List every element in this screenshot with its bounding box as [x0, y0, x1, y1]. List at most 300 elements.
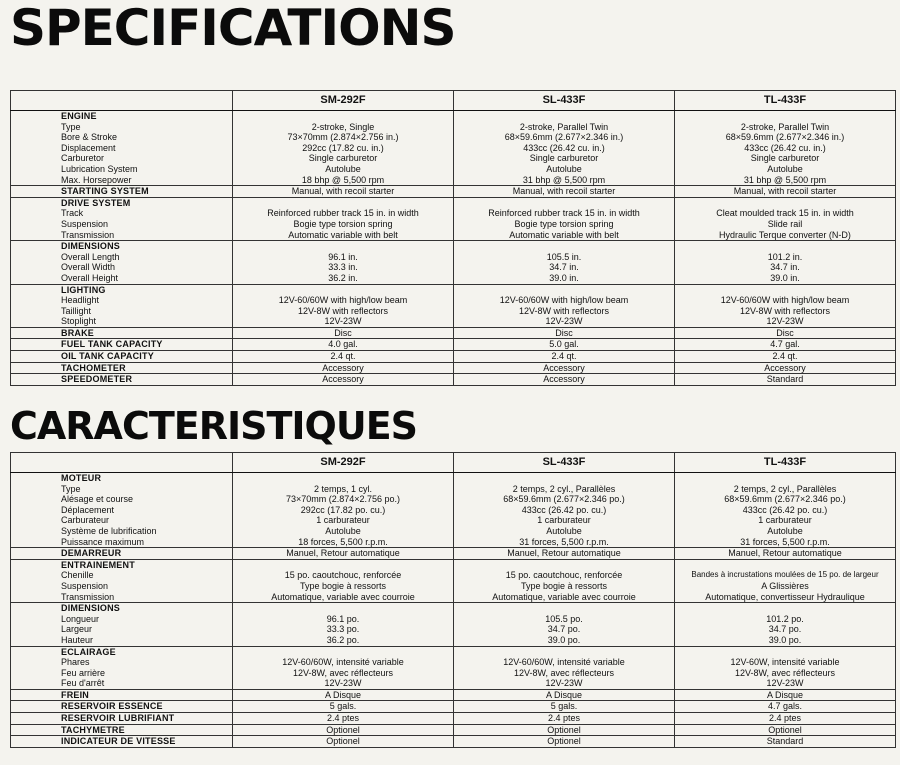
spec-value: 12V-8W, avec réflecteurs	[734, 667, 836, 678]
spec-row	[11, 689, 896, 701]
spec-value: 2.4 ptes	[768, 713, 802, 724]
spec-value: Cleat moulded track 15 in. in width	[716, 208, 854, 219]
spec-value	[679, 198, 891, 209]
spec-label: Bore & Stroke	[61, 132, 118, 143]
spec-value	[458, 198, 670, 209]
spec-value-cell	[233, 111, 454, 186]
spec-value: Disc	[555, 327, 573, 338]
spec-value: A Disque	[324, 689, 362, 700]
spec-value: 34.7 po.	[768, 624, 802, 635]
spec-label-cell	[11, 701, 233, 713]
spec-value: Optionel	[768, 724, 802, 735]
spec-row	[11, 339, 896, 351]
spec-label-cell	[11, 374, 233, 386]
spec-value-cell	[675, 646, 896, 689]
spec-value	[237, 285, 449, 296]
spec-value: 2.4 ptes	[326, 713, 360, 724]
spec-value: Autolube	[546, 525, 582, 536]
spec-label-cell	[11, 559, 233, 602]
spec-value: Bandes à incrustations moulées de 15 po. de largeur	[691, 570, 879, 580]
spec-value	[458, 285, 670, 296]
caracteristiques-table	[10, 452, 896, 748]
spec-value-cell	[233, 351, 454, 363]
spec-value	[679, 560, 891, 571]
section-heading: INDICATEUR DE VITESSE	[61, 736, 176, 747]
spec-label: Carburetor	[61, 153, 105, 164]
spec-value-cell	[675, 548, 896, 560]
spec-value: 433cc (26.42 cu. in.)	[523, 142, 605, 153]
spec-value: 2-stroke, Parallel Twin	[740, 121, 830, 132]
spec-value: Manuel, Retour automatique	[507, 548, 621, 559]
spec-value: Automatic variable with belt	[288, 229, 398, 240]
spec-value-cell	[675, 241, 896, 284]
spec-value: 31 forces, 5,500 r.p.m.	[740, 536, 830, 547]
spec-value: Automatique, variable avec courroie	[492, 591, 636, 602]
spec-value: 15 po. caoutchouc, renforcée	[284, 570, 402, 581]
spec-value: Standard	[766, 736, 804, 747]
section-heading: TACHYMETRE	[61, 724, 125, 735]
spec-label-cell	[11, 603, 233, 646]
header-empty-cell	[11, 91, 233, 111]
spec-label: Longueur	[61, 613, 100, 624]
spec-value: 39.0 po.	[547, 634, 581, 645]
spec-label: Chenille	[61, 570, 94, 581]
spec-label-cell	[11, 548, 233, 560]
spec-value: 12V-60/60W, intensité variable	[503, 657, 625, 668]
spec-value	[237, 111, 449, 122]
section-heading: ENGINE	[61, 111, 97, 121]
spec-value: Optionel	[326, 736, 360, 747]
spec-value-cell	[675, 362, 896, 374]
spec-value-cell	[675, 559, 896, 602]
spec-label: Puissance maximum	[61, 536, 145, 547]
spec-value-cell	[454, 713, 675, 725]
spec-value: 15 po. caoutchouc, renforcée	[505, 570, 623, 581]
spec-value-cell	[454, 284, 675, 327]
spec-label: Overall Height	[61, 272, 119, 283]
section-heading: DEMARREUR	[61, 548, 122, 559]
spec-value-cell	[454, 689, 675, 701]
spec-value-cell	[454, 736, 675, 748]
spec-value	[458, 647, 670, 658]
spec-label: Feu arrière	[61, 667, 106, 678]
spec-label: Type	[61, 121, 81, 132]
spec-value: 1 carburateur	[316, 515, 370, 526]
spec-value: Accessory	[543, 374, 585, 385]
spec-value: Manuel, Retour automatique	[286, 548, 400, 559]
section-heading: RESERVOIR ESSENCE	[61, 701, 163, 712]
spec-row	[11, 197, 896, 240]
spec-value: Hydraulic Terque converter (N-D)	[719, 229, 851, 240]
spec-row	[11, 603, 896, 646]
spec-value: Reinforced rubber track 15 in. in width	[488, 208, 640, 219]
header-row	[11, 91, 896, 111]
spec-value: 101.2 po.	[766, 613, 804, 624]
model-header: SL-433F	[454, 91, 675, 111]
spec-value	[458, 603, 670, 614]
spec-label: Système de lubrification	[61, 525, 157, 536]
spec-value: 68×59.6mm (2.677×2.346 po.)	[724, 494, 846, 505]
section-heading: LIGHTING	[61, 284, 106, 295]
spec-value: 73×70mm (2.874×2.756 po.)	[285, 494, 401, 505]
spec-value: 12V-8W with reflectors	[518, 305, 610, 316]
header-empty-cell	[11, 453, 233, 473]
specifications-table	[10, 90, 896, 386]
spec-label-cell	[11, 284, 233, 327]
spec-value: Disc	[334, 327, 352, 338]
spec-value: A Glissières	[761, 580, 809, 591]
section-heading: FREIN	[61, 689, 89, 700]
spec-value: Reinforced rubber track 15 in. in width	[267, 208, 419, 219]
spec-value: 12V-60/60W with high/low beam	[278, 295, 408, 306]
spec-value: 105.5 po.	[545, 613, 583, 624]
spec-label-cell	[11, 197, 233, 240]
spec-row	[11, 473, 896, 548]
spec-row	[11, 713, 896, 725]
spec-label: Overall Length	[61, 251, 120, 262]
spec-row	[11, 548, 896, 560]
spec-label: Max. Horsepower	[61, 174, 132, 185]
spec-value: 73×70mm (2.874×2.756 in.)	[287, 132, 399, 143]
spec-label: Suspension	[61, 580, 109, 591]
spec-value-cell	[233, 241, 454, 284]
spec-value: 433cc (26.42 po. cu.)	[742, 504, 828, 515]
section-heading: DRIVE SYSTEM	[61, 197, 131, 208]
spec-label: Stoplight	[61, 316, 97, 327]
spec-value-cell	[233, 284, 454, 327]
spec-value: 96.1 in.	[328, 251, 358, 262]
spec-value: 12V-60/60W with high/low beam	[720, 295, 850, 306]
spec-value: 68×59.6mm (2.677×2.346 po.)	[503, 494, 625, 505]
spec-row	[11, 374, 896, 386]
spec-value-cell	[233, 197, 454, 240]
spec-value: Single carburetor	[529, 153, 599, 164]
spec-label-cell	[11, 724, 233, 736]
spec-value: Accessory	[322, 374, 364, 385]
spec-value: Accessory	[322, 362, 364, 373]
spec-value: 433cc (26.42 cu. in.)	[744, 142, 826, 153]
spec-value-cell	[675, 736, 896, 748]
spec-value: 12V-23W	[324, 678, 362, 689]
spec-value-cell	[233, 713, 454, 725]
spec-label: Transmission	[61, 229, 115, 240]
spec-value: 2.4 ptes	[547, 713, 581, 724]
spec-value: 36.2 in.	[328, 272, 358, 283]
spec-row	[11, 362, 896, 374]
section-heading: RESERVOIR LUBRIFIANT	[61, 713, 175, 724]
spec-value: 33.3 in.	[328, 262, 358, 273]
spec-row	[11, 559, 896, 602]
spec-label-cell	[11, 736, 233, 748]
spec-value: 292cc (17.82 cu. in.)	[302, 142, 384, 153]
spec-value: A Disque	[545, 689, 583, 700]
spec-value-cell	[454, 197, 675, 240]
spec-value: 2 temps, 1 cyl.	[313, 483, 373, 494]
spec-value-cell	[675, 724, 896, 736]
spec-value: Autolube	[767, 163, 803, 174]
spec-value-cell	[233, 724, 454, 736]
spec-value: Accessory	[764, 362, 806, 373]
spec-label: Alésage et course	[61, 494, 134, 505]
spec-value: Type bogie à ressorts	[299, 580, 387, 591]
spec-value: Bogie type torsion spring	[514, 218, 614, 229]
spec-value: 2 temps, 2 cyl., Parallèles	[512, 483, 616, 494]
spec-value	[679, 603, 891, 614]
spec-value-cell	[675, 327, 896, 339]
spec-value: 4.0 gal.	[328, 339, 358, 350]
section-heading: OIL TANK CAPACITY	[61, 351, 154, 362]
spec-value: 5 gals.	[329, 701, 357, 712]
spec-value-cell	[233, 327, 454, 339]
spec-value: 5 gals.	[550, 701, 578, 712]
spec-value: Autolube	[325, 525, 361, 536]
section-heading: TACHOMETER	[61, 362, 126, 373]
spec-value: Autolube	[546, 163, 582, 174]
spec-value: Autolube	[325, 163, 361, 174]
spec-row	[11, 111, 896, 186]
section-heading: SPEEDOMETER	[61, 374, 133, 385]
spec-label-cell	[11, 646, 233, 689]
spec-label-cell	[11, 713, 233, 725]
spec-value: 39.0 in.	[549, 272, 579, 283]
spec-value: 12V-8W, avec réflecteurs	[513, 667, 615, 678]
specifications-title: SPECIFICATIONS	[10, 0, 456, 57]
spec-value: 68×59.6mm (2.677×2.346 in.)	[504, 132, 624, 143]
spec-value: Slide rail	[767, 218, 803, 229]
spec-value-cell	[454, 559, 675, 602]
spec-value-cell	[675, 473, 896, 548]
spec-value-cell	[233, 374, 454, 386]
spec-value-cell	[233, 186, 454, 198]
spec-value: Autolube	[767, 525, 803, 536]
spec-value: Manuel, Retour automatique	[728, 548, 842, 559]
section-heading: STARTING SYSTEM	[61, 186, 149, 197]
spec-value: 12V-8W, avec réflecteurs	[292, 667, 394, 678]
section-heading: ENTRAINEMENT	[61, 559, 135, 570]
spec-value: 33.3 po.	[326, 624, 360, 635]
spec-value: 433cc (26.42 po. cu.)	[521, 504, 607, 515]
spec-value-cell	[454, 339, 675, 351]
spec-value-cell	[233, 559, 454, 602]
spec-value: 39.0 in.	[770, 272, 800, 283]
spec-value-cell	[675, 713, 896, 725]
spec-value: Automatique, variable avec courroie	[271, 591, 415, 602]
spec-value: 2.4 qt.	[551, 351, 577, 362]
spec-value: 2.4 qt.	[772, 351, 798, 362]
spec-value: 2-stroke, Parallel Twin	[519, 121, 609, 132]
spec-label: Displacement	[61, 142, 116, 153]
spec-value: Disc	[776, 327, 794, 338]
spec-value: 12V-8W with reflectors	[739, 305, 831, 316]
spec-value: Manual, with recoil starter	[512, 186, 616, 197]
spec-value: Automatique, convertisseur Hydraulique	[705, 591, 865, 602]
spec-value: Manual, with recoil starter	[733, 186, 837, 197]
spec-label: Transmission	[61, 591, 115, 602]
spec-value: Type bogie à ressorts	[520, 580, 608, 591]
spec-value: Optionel	[326, 724, 360, 735]
spec-value-cell	[454, 473, 675, 548]
spec-value: 12V-23W	[766, 678, 804, 689]
spec-label: Feu d'arrêt	[61, 678, 105, 689]
spec-value: Single carburetor	[308, 153, 378, 164]
spec-row	[11, 241, 896, 284]
spec-value-cell	[454, 351, 675, 363]
spec-value: 12V-8W with reflectors	[297, 305, 389, 316]
spec-value	[679, 285, 891, 296]
spec-value-cell	[675, 701, 896, 713]
spec-row	[11, 724, 896, 736]
spec-label-cell	[11, 362, 233, 374]
spec-label: Lubrication System	[61, 163, 138, 174]
spec-value	[237, 647, 449, 658]
spec-value: Optionel	[547, 736, 581, 747]
spec-value: 34.7 po.	[547, 624, 581, 635]
spec-value: 34.7 in.	[549, 262, 579, 273]
spec-value: 96.1 po.	[326, 613, 360, 624]
spec-value	[237, 560, 449, 571]
section-heading: MOTEUR	[61, 473, 102, 483]
spec-value	[679, 241, 891, 252]
spec-value: 4.7 gal.	[770, 339, 800, 350]
spec-row	[11, 736, 896, 748]
spec-value: Optionel	[547, 724, 581, 735]
spec-label-cell	[11, 339, 233, 351]
spec-value-cell	[454, 724, 675, 736]
spec-value	[458, 241, 670, 252]
spec-value: 12V-60/60W, intensité variable	[282, 657, 404, 668]
spec-value: Standard	[766, 374, 804, 385]
spec-value-cell	[454, 603, 675, 646]
spec-value-cell	[233, 736, 454, 748]
spec-value: 1 carburateur	[758, 515, 812, 526]
spec-label: Overall Width	[61, 262, 116, 273]
spec-value-cell	[675, 284, 896, 327]
spec-label-cell	[11, 327, 233, 339]
spec-value: 31 bhp @ 5,500 rpm	[743, 174, 827, 185]
spec-value-cell	[233, 362, 454, 374]
spec-label: Headlight	[61, 295, 100, 306]
section-heading: FUEL TANK CAPACITY	[61, 339, 163, 350]
spec-value	[458, 560, 670, 571]
spec-row	[11, 284, 896, 327]
section-heading: DIMENSIONS	[61, 603, 121, 614]
spec-row	[11, 646, 896, 689]
spec-value: 1 carburateur	[537, 515, 591, 526]
spec-value: Automatic variable with belt	[509, 229, 619, 240]
spec-value: 5.0 gal.	[549, 339, 579, 350]
spec-value-cell	[675, 197, 896, 240]
spec-value	[237, 603, 449, 614]
spec-value	[679, 647, 891, 658]
spec-value-cell	[675, 374, 896, 386]
spec-value: Accessory	[543, 362, 585, 373]
section-heading: BRAKE	[61, 327, 95, 338]
spec-value-cell	[454, 374, 675, 386]
spec-value-cell	[233, 603, 454, 646]
spec-value-cell	[454, 111, 675, 186]
spec-value: 39.0 po.	[768, 634, 802, 645]
spec-value-cell	[454, 548, 675, 560]
spec-label: Déplacement	[61, 504, 115, 515]
spec-label: Track	[61, 208, 84, 219]
spec-value-cell	[233, 701, 454, 713]
spec-label: Taillight	[61, 305, 92, 316]
spec-value: 292cc (17.82 po. cu.)	[300, 504, 386, 515]
spec-value-cell	[454, 701, 675, 713]
spec-label: Carburateur	[61, 515, 110, 526]
spec-value	[237, 198, 449, 209]
model-header: SL-433F	[454, 453, 675, 473]
spec-value	[458, 111, 670, 122]
spec-value: 12V-60W, intensité variable	[730, 657, 840, 668]
spec-value: 18 bhp @ 5,500 rpm	[301, 174, 385, 185]
spec-value	[679, 111, 891, 122]
spec-value: 12V-60/60W with high/low beam	[499, 295, 629, 306]
spec-value: Manual, with recoil starter	[291, 186, 395, 197]
spec-value-cell	[233, 339, 454, 351]
spec-value-cell	[454, 362, 675, 374]
spec-value	[237, 473, 449, 484]
spec-value	[237, 241, 449, 252]
spec-value-cell	[675, 603, 896, 646]
spec-row	[11, 327, 896, 339]
spec-row	[11, 701, 896, 713]
header-row	[11, 453, 896, 473]
spec-value: 34.7 in.	[770, 262, 800, 273]
spec-value: 31 bhp @ 5,500 rpm	[522, 174, 606, 185]
spec-value: 12V-23W	[545, 316, 583, 327]
spec-label: Hauteur	[61, 634, 94, 645]
spec-value: 12V-23W	[766, 316, 804, 327]
model-header: TL-433F	[675, 91, 896, 111]
spec-value: 68×59.6mm (2.677×2.346 in.)	[725, 132, 845, 143]
spec-label-cell	[11, 473, 233, 548]
spec-value-cell	[675, 689, 896, 701]
spec-value-cell	[454, 327, 675, 339]
spec-value-cell	[454, 646, 675, 689]
spec-value-cell	[454, 241, 675, 284]
section-heading: ECLAIRAGE	[61, 646, 116, 657]
spec-row	[11, 351, 896, 363]
spec-value: 105.5 in.	[546, 251, 582, 262]
spec-value-cell	[675, 339, 896, 351]
spec-label-cell	[11, 241, 233, 284]
spec-value-cell	[454, 186, 675, 198]
spec-value: 2 temps, 2 cyl., Parallèles	[733, 483, 837, 494]
spec-value: 4.7 gals.	[767, 701, 803, 712]
spec-label: Suspension	[61, 218, 109, 229]
spec-value: 31 forces, 5,500 r.p.m.	[519, 536, 609, 547]
spec-value: A Disque	[766, 689, 804, 700]
section-heading: DIMENSIONS	[61, 241, 121, 252]
spec-value-cell	[233, 646, 454, 689]
spec-value: Bogie type torsion spring	[293, 218, 393, 229]
spec-label-cell	[11, 111, 233, 186]
spec-value: 2-stroke, Single	[311, 121, 375, 132]
spec-value: 36.2 po.	[326, 634, 360, 645]
spec-value	[679, 473, 891, 484]
model-header: SM-292F	[233, 91, 454, 111]
spec-label-cell	[11, 689, 233, 701]
spec-value-cell	[675, 111, 896, 186]
spec-label: Type	[61, 483, 81, 494]
caracteristiques-title: CARACTERISTIQUES	[10, 404, 418, 448]
spec-value: 101.2 in.	[767, 251, 803, 262]
spec-label-cell	[11, 351, 233, 363]
model-header: SM-292F	[233, 453, 454, 473]
spec-value-cell	[233, 689, 454, 701]
spec-value-cell	[233, 473, 454, 548]
